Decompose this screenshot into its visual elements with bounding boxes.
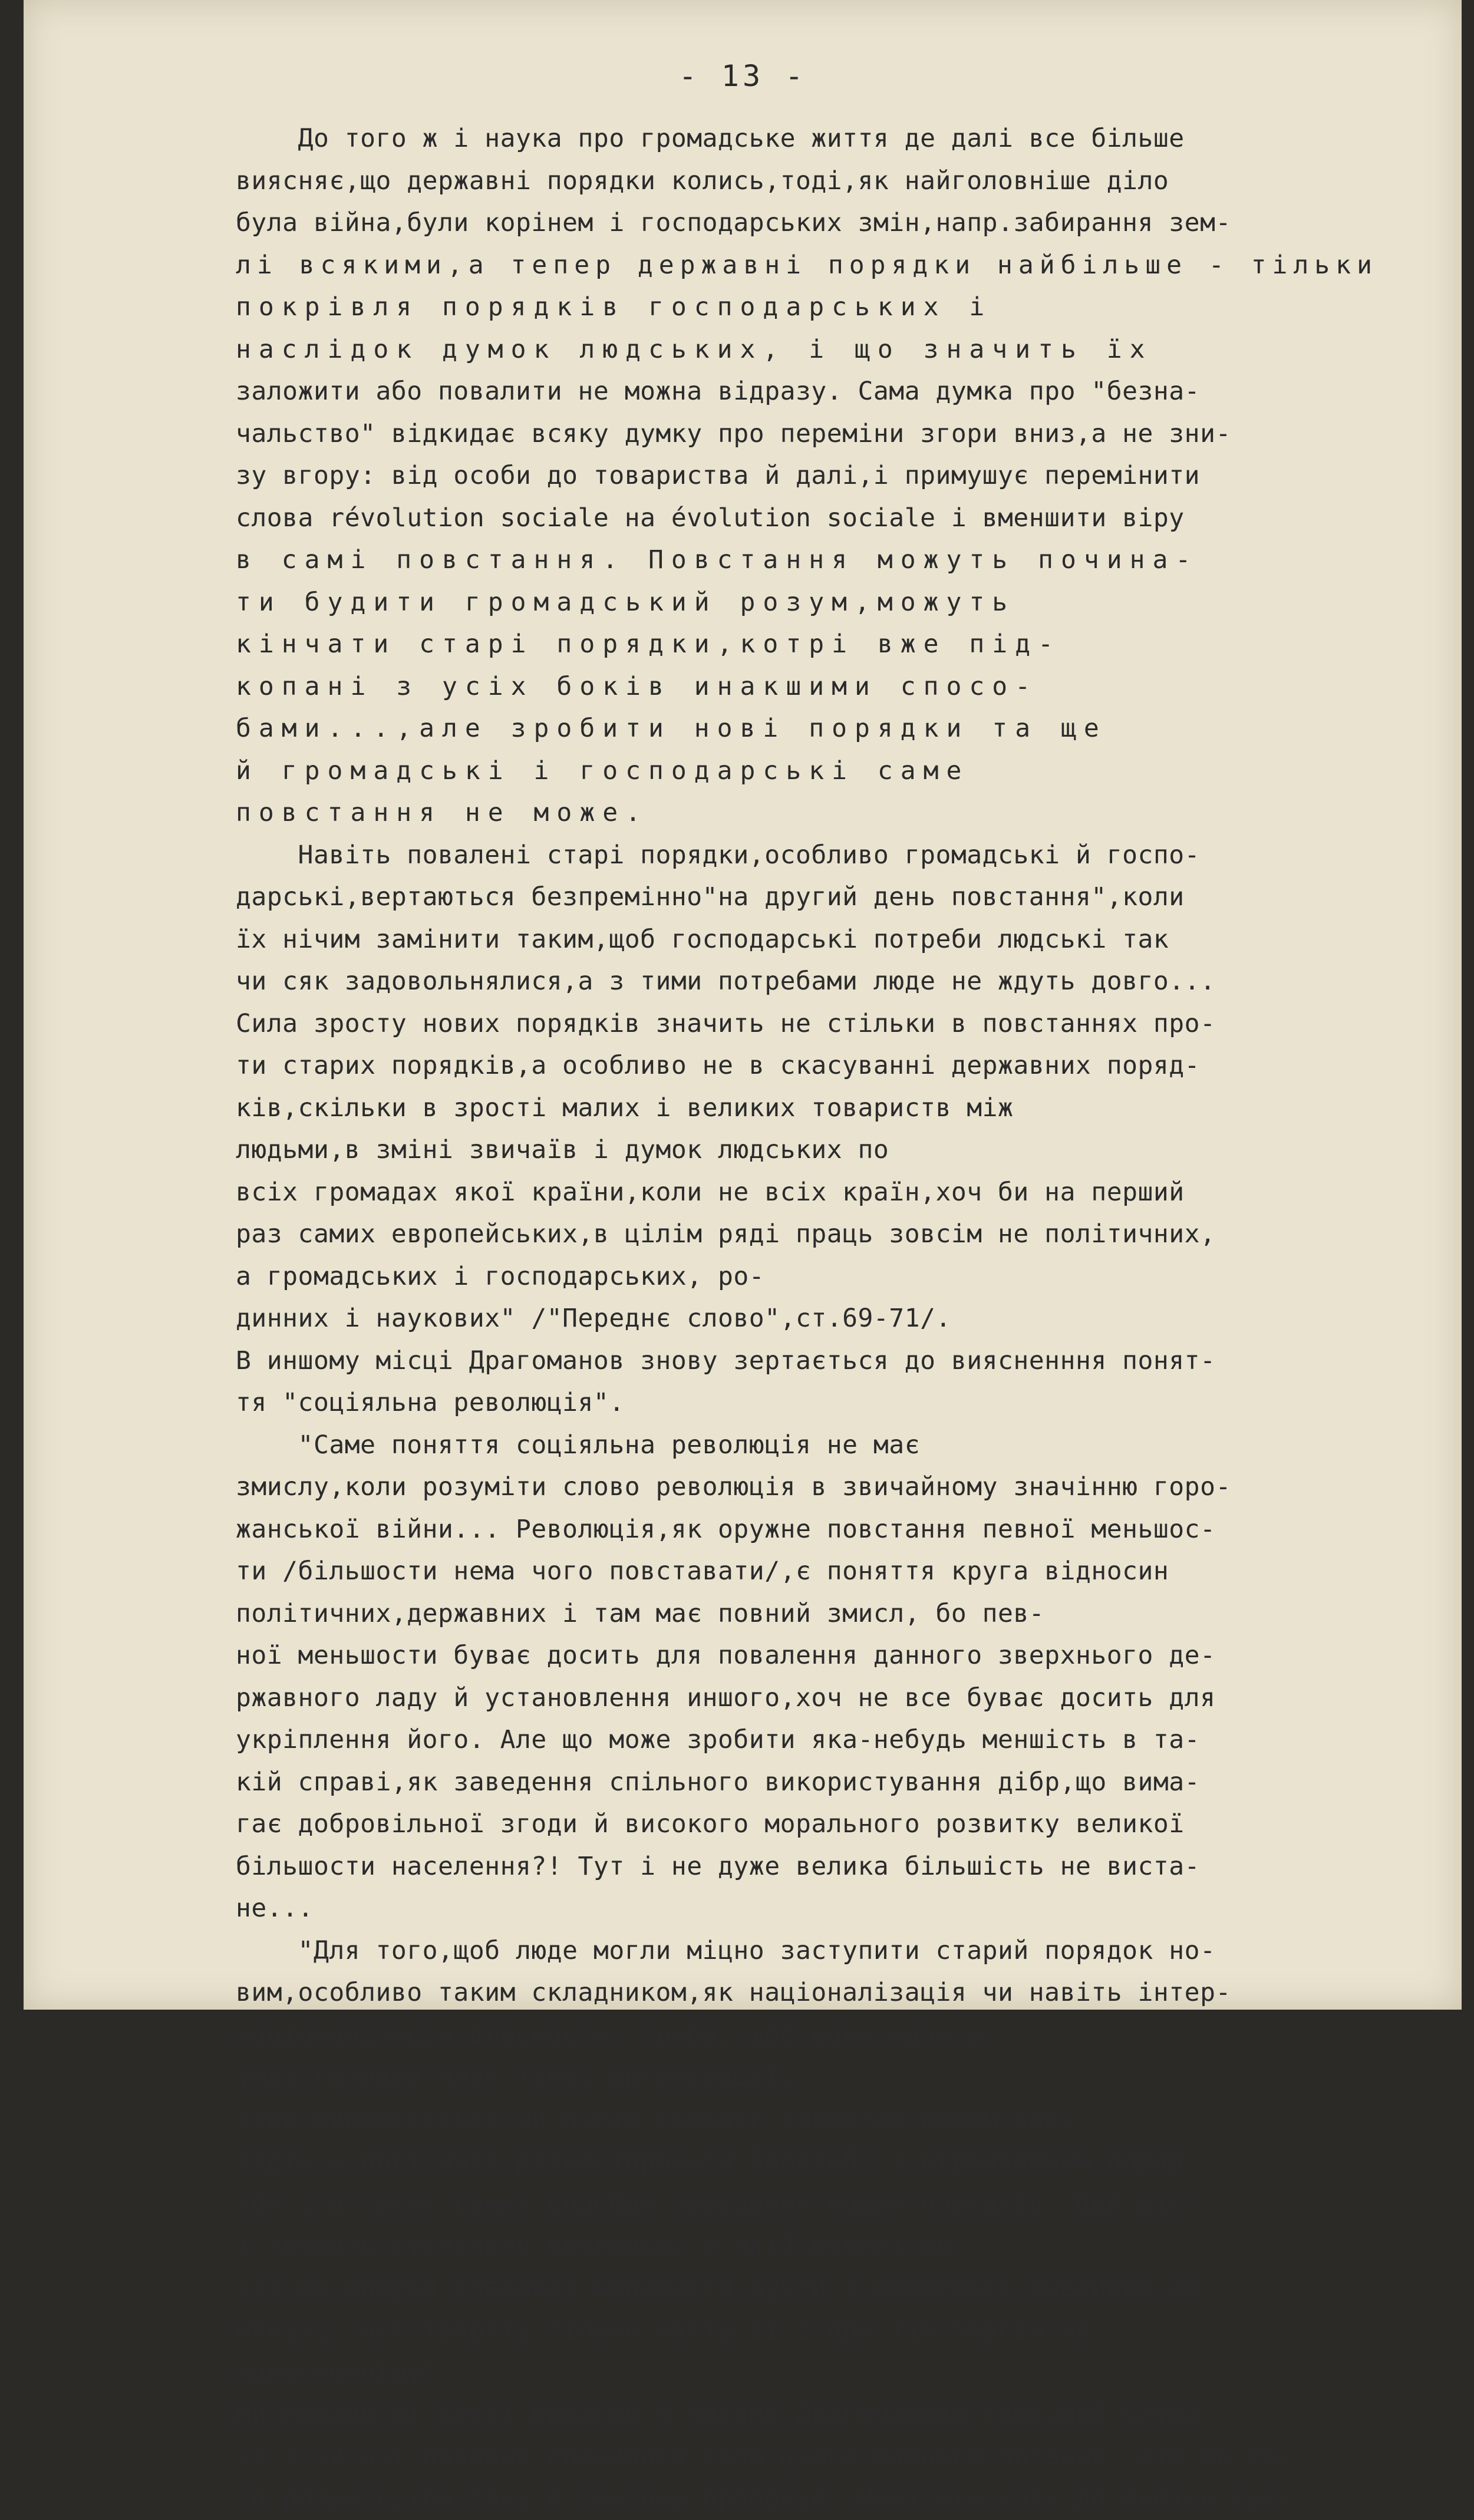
text-line: більшости населення?! Тут і не дуже велика більшість не виста-	[236, 1851, 1201, 1881]
text-line: ти будити громадський розум,можуть	[236, 587, 1015, 617]
text-line: бами...,але зробити нові порядки та ще	[236, 714, 1107, 743]
text-line: й громадські і господарські саме	[236, 756, 970, 786]
text-line: всіх громадах якої країни,коли не всіх країн,хоч би на перший	[236, 1177, 1185, 1207]
text-line: і творить суспільну еволюцію, в якій воєнні ак-	[236, 2231, 967, 2260]
text-line: була війна,були корінем і господарських змін,напр.забирання зем-	[236, 208, 1231, 238]
text-line: повстання не може.	[236, 798, 648, 827]
text-line: який виробляється чи ліпше сказати виростає рядом дос-	[236, 2104, 1076, 2134]
text-line: "Саме поняття соціяльна революція не має	[236, 1430, 921, 1460]
text-line: тя "соціяльна революція".	[236, 1388, 625, 1417]
text-line: укріплення його. Але що може зробити яка-небудь меншість в та-	[236, 1725, 1201, 1754]
text-line: слова révolution sociale на évolution sociale і вменшити віру	[236, 503, 1185, 533]
text-line: чі і читачі поважно спинилися коло цього важного питання. Хто як йо-	[236, 2441, 1294, 2471]
text-line: не...	[236, 1894, 314, 1923]
text-line: жанської війни... Революція,як оружне повстання певної меньшос-	[236, 1514, 1216, 1544]
text-line: їх нічим замінити таким,щоб господарські потреби людські так	[236, 924, 1169, 954]
text-line: чи сяк задовольнялися,а з тими потребами люде не ждуть довго...	[236, 967, 1216, 996]
text-line: ції,як вибухи класової ненависти,бунти і революції,очевидно,не	[236, 2272, 1201, 2303]
text-line: зу вгору: від особи до товариства й далі,і примушує перемінити	[236, 461, 1201, 490]
text-line: Навіть повалені старі порядки,особливо громадські й госпо-	[236, 840, 1201, 870]
page-number: - 13 -	[678, 59, 807, 93]
text-line: чальство" відкидає всяку думку про переміни згори вниз,а не зни-	[236, 418, 1231, 448]
text-line: умах готовий плян такої орґанізації,	[236, 2062, 796, 2092]
text-line: в самі повстання. Повстання можуть почина-	[236, 545, 1199, 575]
text-line: змислу,коли розуміти слово революція в звичайному значінню горо-	[236, 1472, 1231, 1502]
text-line: динних і наукових" /"Переднє слово",ст.69-71/.	[236, 1304, 951, 1333]
text-line: ної меньшости буває досить для повалення данного зверхнього де-	[236, 1641, 1216, 1670]
text-line: ком і в таких самих спробах заведення нових порядків. Цей ріст	[236, 2188, 1201, 2218]
text-line: В иншому місці Драгоманов знову зертається до виясненння понят-	[236, 1345, 1216, 1376]
text-line: націоналізація власности, треба, щоб вони мали в	[236, 2020, 982, 2050]
text-line: го розуміє,той таку й тактику пропонує. Намітити шлях до якоїсь сус-	[236, 2483, 1294, 2513]
text-line: відів у постійній,різносторонній боротьбі з відживаючим поряд-	[236, 2146, 1201, 2176]
text-line: покрівля порядків господарських і	[236, 292, 992, 322]
document-page	[24, 0, 1462, 2513]
text-line: Ми подали ці довгі виписки з писань Драгоманова тому,щоб слуха-	[236, 2399, 1216, 2429]
text-line: копані з усіх боків инакшими спосо-	[236, 671, 1038, 701]
text-line: гає добровільної згоди й високого морального розвитку великої	[236, 1809, 1185, 1839]
text-line: кій справі,як заведення спільного використування дібр,що вима-	[236, 1767, 1201, 1797]
text-line: кінчати старі порядки,котрі вже під-	[236, 629, 1061, 659]
text-line: заложити або повалити не можна відразу. Сама думка про "безна-	[236, 377, 1201, 406]
text-line: виясняє,що державні порядки колись,тоді,як найголовніше діло	[236, 166, 1169, 196]
text-line: ти /більшости нема чого повставати/,є поняття круга відносин	[236, 1556, 1169, 1586]
text-line: вим,особливо таким складником,як націоналізація чи навіть інтер-	[236, 1978, 1231, 2007]
text-line: До того ж і наука про громадське життя де далі все більше	[236, 124, 1185, 153]
text-line: а громадських і господарських, ро-	[236, 1261, 765, 1291]
text-line: Сила зросту нових порядків значить не стільки в повстаннях про-	[236, 1008, 1216, 1038]
text-line: "Для того,щоб люде могли міцно заступити старий порядок но-	[236, 1935, 1216, 1965]
text-line: раз самих европейських,в цілім ряді праць зовсім не політичних,	[236, 1219, 1216, 1249]
text-line: ти старих порядків,а особливо не в скасуванні державних поряд-	[236, 1051, 1201, 1080]
text-line: людьми,в зміні звичаїв і думок людських по	[236, 1135, 889, 1165]
text-line: найосновнішу".	[236, 2357, 454, 2387]
text-line: ків,скільки в зрості малих і великих товариств між	[236, 1093, 1014, 1123]
text-line: лі всякими,а тепер державні порядки найбільше - тільки	[236, 250, 1378, 280]
body-text	[236, 118, 1385, 2520]
text-line: дарські,вертаються безпремінно"на другий день повстання",коли	[236, 882, 1185, 912]
text-line: політичних,державних і там має повний змисл, бо пев-	[236, 1598, 1045, 1628]
text-line: наслідок думок людських, і що значить їх	[236, 334, 1153, 364]
text-line: ржавного ладу й установлення иншого,хоч не все буває досить для	[236, 1683, 1216, 1713]
text-line: минучі, але творять тільки часть її і при тім зовсім не	[236, 2315, 1092, 2344]
